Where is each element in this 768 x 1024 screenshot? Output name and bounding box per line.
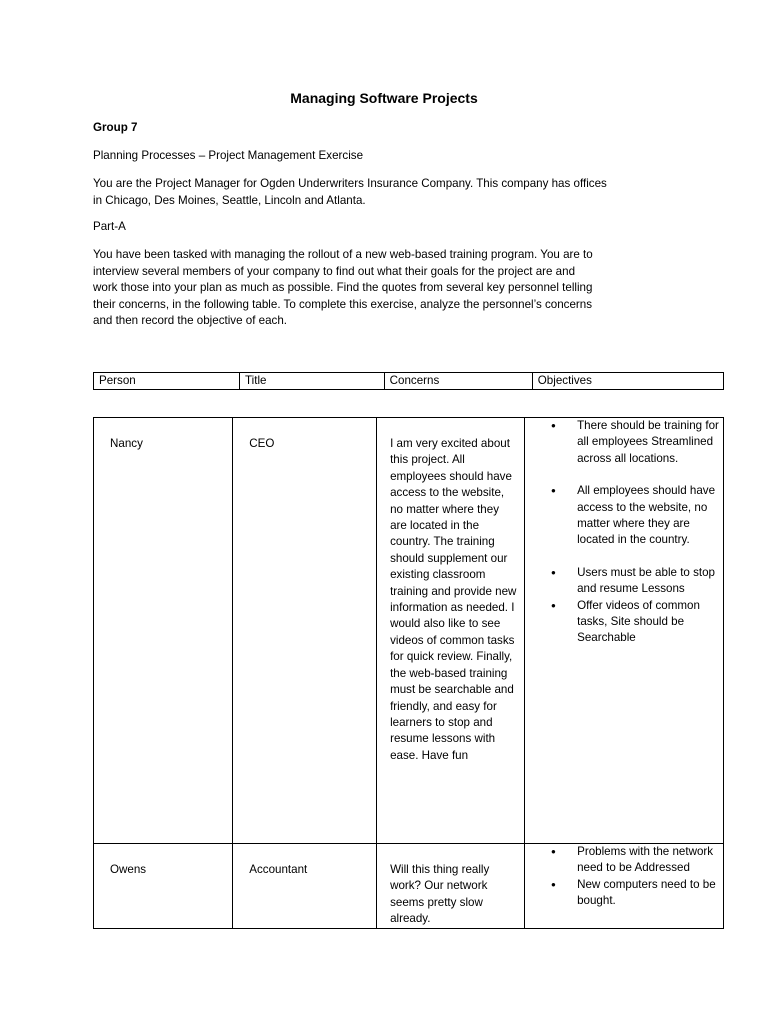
- objectives-cell: [525, 418, 724, 844]
- person-cell: Owens: [94, 844, 233, 929]
- concerns-cell: I am very excited about this project. All employees should have access to the website, no matter where they are located in the country. The training should supplement our existing classroom training and provide new information as needed. I would also like to see videos of common tasks for quick review. Finally, the web-based training must be searchable and friendly, and easy for learners to stop and resume lessons with ease. Have fun: [377, 418, 525, 844]
- intro-paragraph: [93, 176, 683, 209]
- list-spacer: [547, 549, 719, 565]
- person-cell: Nancy: [94, 418, 233, 844]
- list-item: • There should be training for all employees Streamlined across all locations.: [547, 418, 719, 467]
- task-line: their concerns, in the following table. To complete this exercise, analyze the personnel’s concerns: [93, 297, 593, 311]
- concerns-cell: Will this thing really work? Our network seems pretty slow already.: [377, 844, 525, 929]
- header-concerns: Concerns: [384, 373, 532, 390]
- objectives-cell: [525, 844, 724, 929]
- header-person: Person: [94, 373, 240, 390]
- intro-line: You are the Project Manager for Ogden Underwriters Insurance Company. This company has offices: [93, 177, 607, 190]
- header-table: [93, 372, 724, 390]
- header-title: Title: [240, 373, 385, 390]
- task-paragraph: [93, 247, 683, 330]
- list-spacer: [547, 467, 719, 483]
- task-line: and then record the objective of each.: [93, 314, 288, 327]
- list-item: • Problems with the network need to be Addressed: [547, 844, 719, 877]
- list-item: • Offer videos of common tasks, Site should be Searchable: [547, 598, 719, 647]
- header-objectives: Objectives: [532, 373, 723, 390]
- personnel-table: [93, 417, 724, 929]
- list-item: • Users must be able to stop and resume Lessons: [547, 565, 719, 598]
- task-line: interview several members of your company to find out what their goals for the project are and: [93, 264, 576, 278]
- objectives-list: [547, 418, 719, 647]
- title-cell: CEO: [233, 418, 377, 844]
- subtitle: Planning Processes – Project Management Exercise: [93, 149, 364, 162]
- part-label: Part-A: [93, 220, 126, 233]
- intro-line: in Chicago, Des Moines, Seattle, Lincoln and Atlanta.: [93, 193, 366, 207]
- list-item: • New computers need to be bought.: [547, 877, 719, 910]
- group-label: Group 7: [93, 121, 138, 134]
- document-title: Managing Software Projects: [290, 90, 478, 106]
- task-line: work those into your plan as much as possible. Find the quotes from several key personnel telling: [93, 281, 593, 294]
- table-row: [94, 418, 724, 844]
- table-row: [94, 844, 724, 929]
- list-item: • All employees should have access to the website, no matter where they are located in the country.: [547, 483, 719, 549]
- header-row: [94, 373, 724, 390]
- title-cell: Accountant: [233, 844, 377, 929]
- objectives-list: [547, 844, 719, 910]
- task-line: You have been tasked with managing the rollout of a new web-based training program. You are to: [93, 248, 593, 261]
